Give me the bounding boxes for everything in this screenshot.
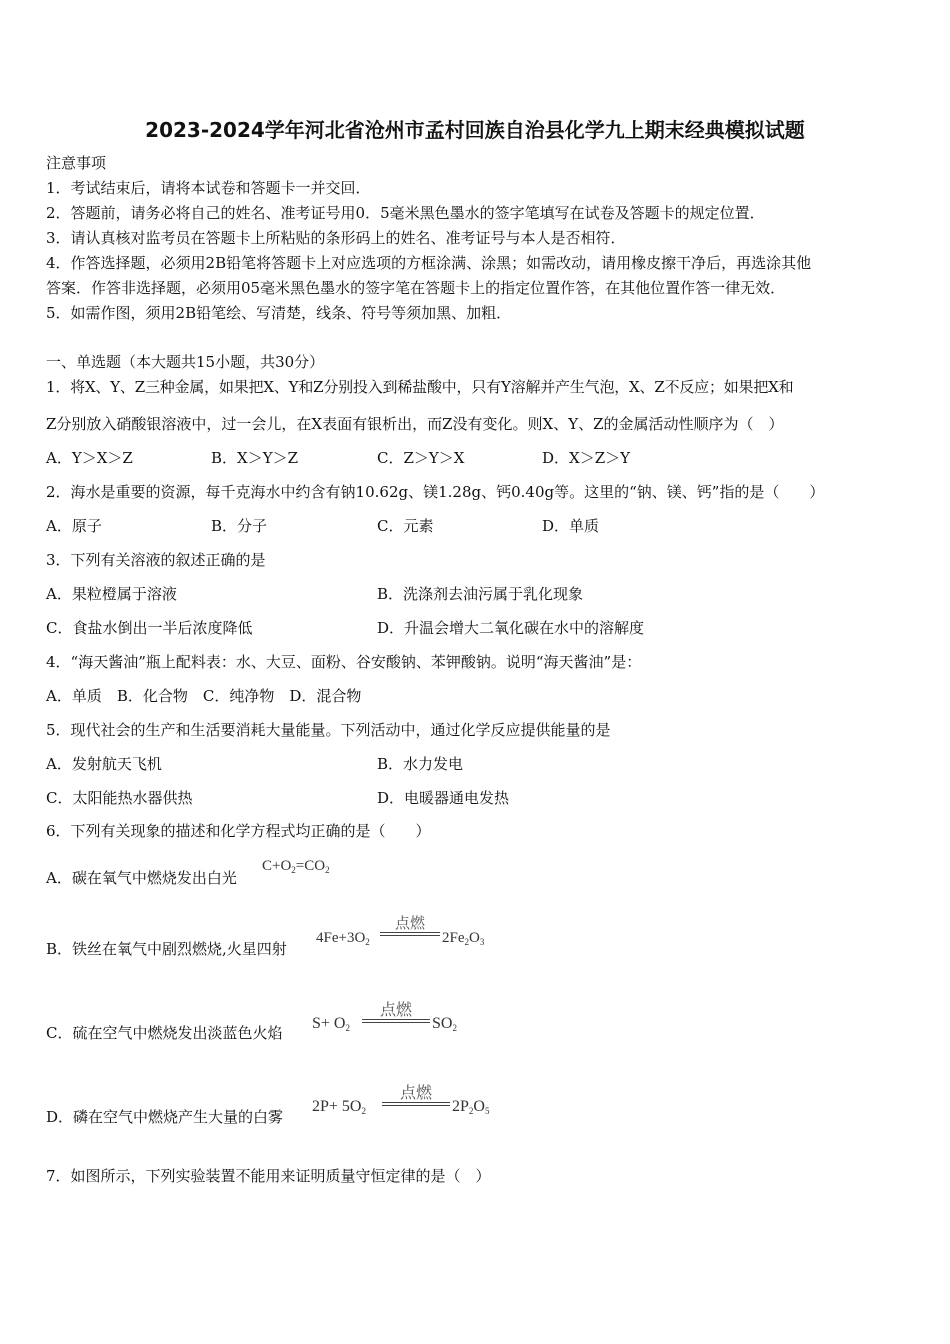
question-5-option-b: B．水力发电 (377, 755, 464, 773)
equation-a: $C+O_2=CO_2$ (262, 858, 330, 875)
question-7-stem: 7．如图所示，下列实验装置不能用来证明质量守恒定律的是（ ） (46, 1167, 491, 1185)
notice-item: 3．请认真核对监考员在答题卡上所粘贴的条形码上的姓名、准考证号与本人是否相符． (46, 229, 626, 247)
question-6-option-c: C．硫在空气中燃烧发出淡蓝色火焰 (46, 1024, 283, 1042)
question-1-option-a: A．Y＞X＞Z (46, 449, 133, 467)
equation-b-reactants: $4Fe+3O_2$ (316, 930, 370, 947)
equals-bar (382, 1105, 450, 1106)
question-1-stem-line2: Z分别放入硝酸银溶液中，过一会儿，在X表面有银析出，而Z没有变化。则X、Y、Z的金属活动性顺序为（ ） (46, 415, 784, 433)
question-2-option-a: A．原子 (46, 517, 102, 535)
notice-item: 2．答题前，请务必将自己的姓名、准考证号用0．5毫米黑色墨水的签字笔填写在试卷及答题卡的规定位置． (46, 204, 765, 222)
question-5-option-a: A．发射航天飞机 (46, 755, 162, 773)
equals-bar (380, 932, 440, 933)
equals-bar (362, 1019, 430, 1020)
equals-bar (382, 1102, 450, 1103)
section-heading: 一、单选题（本大题共15小题，共30分） (46, 353, 325, 371)
question-6-option-b: B．铁丝在氧气中剧烈燃烧,火星四射 (46, 940, 287, 958)
question-5-option-d: D．电暖器通电发热 (377, 789, 510, 807)
question-2-option-d: D．单质 (542, 517, 600, 535)
reaction-condition: 点燃 (399, 1083, 432, 1102)
equation-d-products: $2P_2O_5$ (452, 1098, 490, 1116)
question-4-stem: 4．“海天酱油”瓶上配料表：水、大豆、面粉、谷安酸钠、苯钾酸钠。说明“海天酱油”是： (46, 653, 642, 671)
question-3-option-a: A．果粒橙属于溶液 (46, 585, 177, 603)
reaction-condition: 点燃 (394, 914, 425, 932)
question-3-option-c: C．食盐水倒出一半后浓度降低 (46, 619, 253, 637)
question-5-stem: 5．现代社会的生产和生活要消耗大量能量。下列活动中，通过化学反应提供能量的是 (46, 721, 611, 739)
notice-item: 4．作答选择题，必须用2B铅笔将答题卡上对应选项的方框涂满、涂黑；如需改动，请用橡皮擦干净后，再选涂其他 (46, 254, 812, 272)
question-5-option-c: C．太阳能热水器供热 (46, 789, 193, 807)
question-3-stem: 3．下列有关溶液的叙述正确的是 (46, 551, 266, 569)
reaction-condition: 点燃 (379, 1000, 412, 1019)
question-2-option-c: C．元素 (377, 517, 434, 535)
question-6-option-d: D．磷在空气中燃烧产生大量的白雾 (46, 1108, 284, 1126)
question-4-options: A．单质 B．化合物 C．纯净物 D．混合物 (46, 687, 362, 705)
notice-item: 5．如需作图，须用2B铅笔绘、写清楚，线条、符号等须加黑、加粗． (46, 304, 512, 322)
question-3-option-d: D．升温会增大二氧化碳在水中的溶解度 (377, 619, 645, 637)
equation-c-reactants: $S+ O_2$ (312, 1015, 350, 1033)
page-title: 2023-2024学年河北省沧州市孟村回族自治县化学九上期末经典模拟试题 (145, 118, 805, 142)
equals-bar (380, 935, 440, 936)
notice-item: 答案．作答非选择题，必须用05毫米黑色墨水的签字笔在答题卡上的指定位置作答，在其他位置作答一律无效． (46, 279, 786, 297)
question-1-stem-line1: 1．将X、Y、Z三种金属，如果把X、Y和Z分别投入到稀盐酸中，只有Y溶解并产生气泡，X、Z不反应；如果把X和 (46, 378, 794, 396)
question-1-option-b: B．X＞Y＞Z (211, 449, 299, 467)
equation-b-products: $2Fe_2O_3$ (442, 930, 485, 947)
question-6-option-a: A．碳在氧气中燃烧发出白光 (46, 869, 237, 887)
question-1-option-c: C．Z＞Y＞X (377, 449, 465, 467)
question-3-option-b: B．洗涤剂去油污属于乳化现象 (377, 585, 584, 603)
question-2-option-b: B．分子 (211, 517, 268, 535)
equation-d-reactants: $2P+ 5O_2$ (312, 1098, 366, 1116)
equation-c-products: $SO_2$ (432, 1015, 457, 1033)
notice-heading: 注意事项 (46, 154, 107, 172)
equals-bar (362, 1022, 430, 1023)
question-2-stem: 2．海水是重要的资源，每千克海水中约含有钠10.62g、镁1.28g、钙0.40g等。这里的“钠、镁、钙”指的是（ ） (46, 483, 825, 501)
question-1-option-d: D．X＞Z＞Y (542, 449, 631, 467)
question-6-stem: 6．下列有关现象的描述和化学方程式均正确的是（ ） (46, 822, 431, 840)
notice-item: 1．考试结束后，请将本试卷和答题卡一并交回． (46, 179, 371, 197)
